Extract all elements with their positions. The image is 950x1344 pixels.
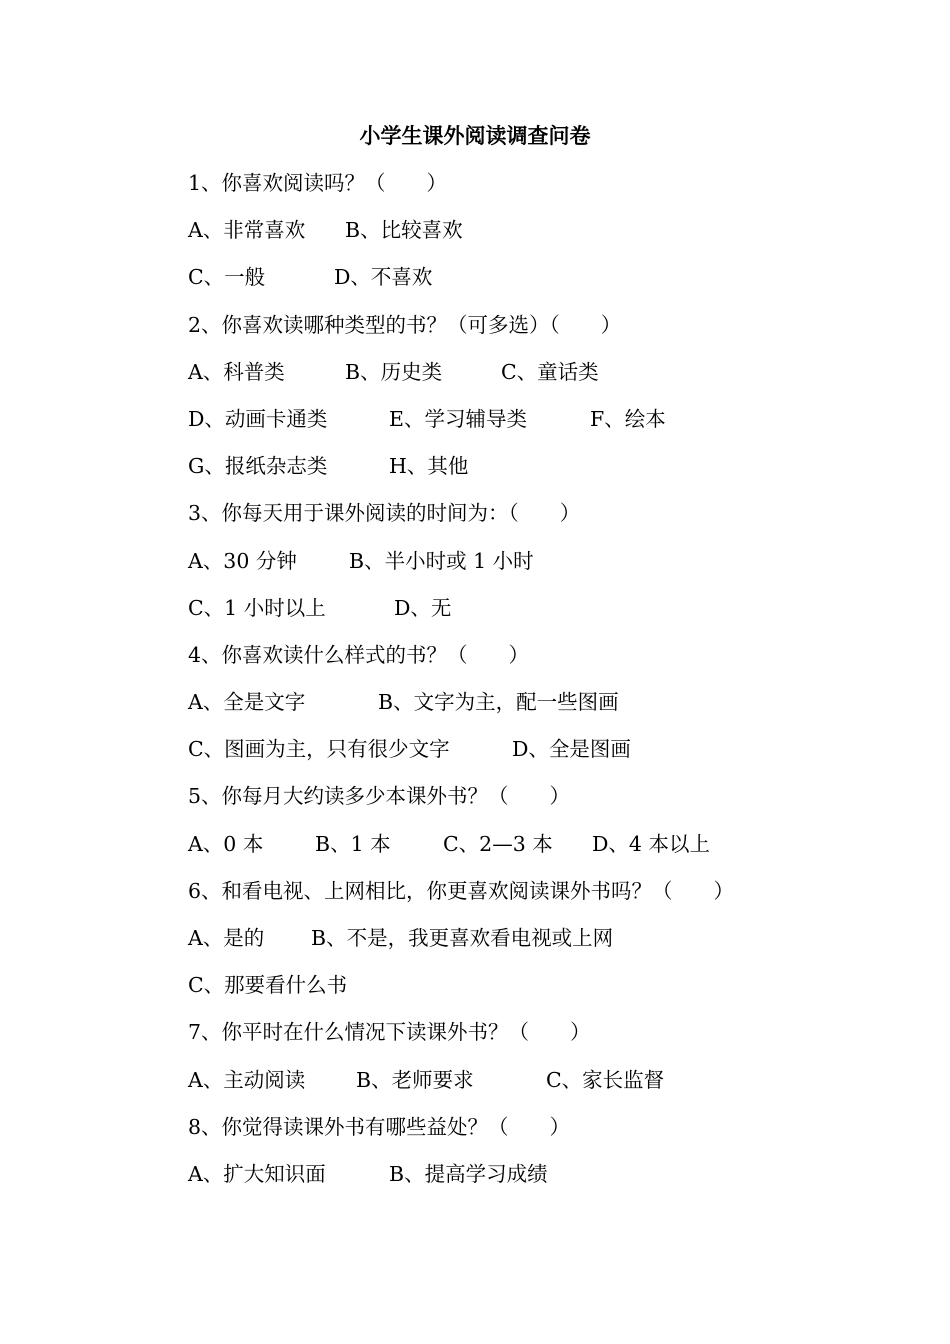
option-6c: C、那要看什么书 (188, 973, 348, 998)
option-row (188, 967, 888, 1014)
option-row (188, 684, 888, 731)
question-2: 2、你喜欢读哪种类型的书？（可多选）（ ） (188, 312, 622, 337)
option-row (188, 401, 888, 448)
option-row (188, 590, 888, 637)
option-2e: E、学习辅导类 (389, 406, 527, 431)
option-4d: D、全是图画 (512, 737, 631, 762)
option-row (188, 212, 888, 259)
option-2b: B、历史类 (345, 359, 443, 384)
questionnaire-body (188, 165, 888, 1203)
option-1a: A、非常喜欢 (188, 218, 306, 243)
option-4b: B、文字为主，配一些图画 (378, 690, 619, 715)
option-4c: C、图画为主，只有很少文字 (188, 737, 450, 762)
option-3b: B、半小时或 1 小时 (349, 548, 534, 573)
option-7b: B、老师要求 (356, 1067, 474, 1092)
option-row (188, 259, 888, 306)
option-3a: A、30 分钟 (188, 548, 297, 573)
option-2a: A、科普类 (188, 359, 285, 384)
option-7a: A、主动阅读 (188, 1067, 306, 1092)
question-1: 1、你喜欢阅读吗？（ ） (188, 171, 448, 195)
option-8a: A、扩大知识面 (188, 1161, 326, 1186)
question-4: 4、你喜欢读什么样式的书？（ ） (188, 642, 530, 667)
option-5d: D、4 本以上 (592, 831, 710, 856)
option-3d: D、无 (394, 595, 452, 620)
question-8: 8、你觉得读课外书有哪些益处？（ ） (188, 1114, 571, 1139)
option-1c: C、一般 (188, 265, 266, 290)
question-5: 5、你每月大约读多少本课外书？（ ） (188, 784, 571, 809)
question-7: 7、你平时在什么情况下读课外书？（ ） (188, 1020, 591, 1045)
option-row (188, 1156, 888, 1203)
option-5a: A、0 本 (188, 831, 264, 856)
option-5c: C、2—3 本 (443, 831, 553, 856)
option-1b: B、比较喜欢 (345, 218, 463, 243)
question-6: 6、和看电视、上网相比，你更喜欢阅读课外书吗？（ ） (188, 878, 735, 903)
option-4a: A、全是文字 (188, 690, 306, 715)
option-row (188, 731, 888, 778)
option-row (188, 920, 888, 967)
option-row (188, 354, 888, 401)
option-2f: F、绘本 (590, 406, 666, 431)
document-title: 小学生课外阅读调查问卷 (359, 123, 591, 148)
option-row (188, 448, 888, 495)
option-8b: B、提高学习成绩 (389, 1161, 548, 1186)
option-row (188, 1062, 888, 1109)
option-3c: C、1 小时以上 (188, 595, 326, 620)
option-2h: H、其他 (389, 454, 469, 479)
option-6b: B、不是，我更喜欢看电视或上网 (311, 926, 614, 950)
option-2g: G、报纸杂志类 (188, 454, 328, 479)
option-7c: C、家长监督 (546, 1067, 665, 1092)
option-1d: D、不喜欢 (334, 265, 433, 290)
option-6a: A、是的 (188, 926, 265, 950)
option-2c: C、童话类 (501, 359, 599, 384)
option-row (188, 826, 888, 873)
option-2d: D、动画卡通类 (188, 406, 328, 431)
option-5b: B、1 本 (315, 831, 391, 856)
option-row (188, 543, 888, 590)
question-3: 3、你每天用于课外阅读的时间为：（ ） (188, 501, 581, 526)
